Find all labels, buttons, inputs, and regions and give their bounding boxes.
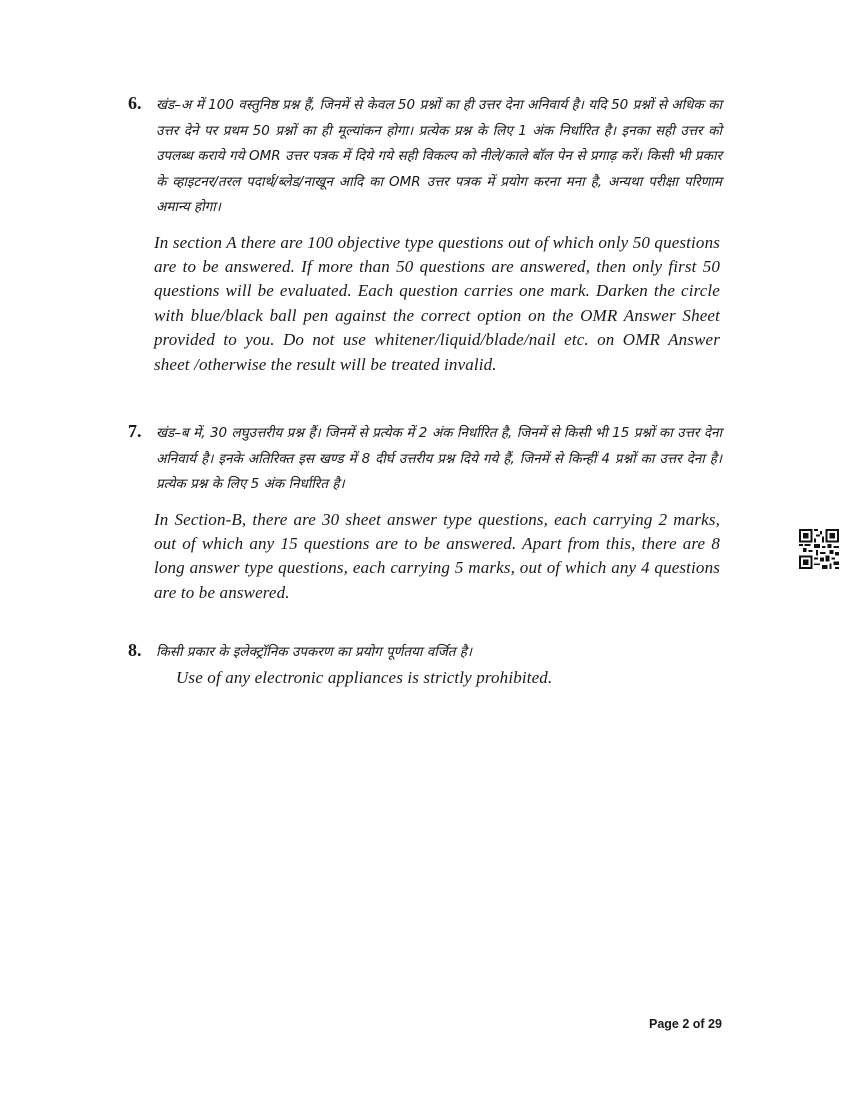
instruction-english-text: Use of any electronic appliances is strictly prohibited.	[176, 667, 553, 687]
qr-code-icon	[799, 529, 839, 569]
instruction-english-text: In section A there are 100 objective type questions out of which only 50 questions are to be answered. If more than 50 questions are answered, then only first 50 questions will be evaluated. Each question carries one mark. Darken the circle with blue/black ball pen against the correct option on the OMR Answer Sheet provided to you. Do not use whitener/liquid/blade/nail etc. on OMR Answer sheet /otherwise the result will be treated invalid.	[154, 232, 720, 374]
page-number: Page 2 of 29	[649, 1017, 722, 1031]
instruction-number: 6.	[128, 93, 142, 113]
instruction-number: 8.	[128, 640, 142, 660]
instruction-8	[128, 640, 728, 690]
instruction-hindi-text: किसी प्रकार के इलेक्ट्रॉनिक उपकरण का प्रयोग पूर्णतया वर्जित है।	[156, 644, 472, 660]
instruction-english-text: In Section-B, there are 30 sheet answer type questions, each carrying 2 marks, out of which any 15 questions are to be answered. Apart from this, there are 8 long answer type questions, each carrying 5 marks, out of which any 4 questions are to be answered.	[154, 509, 720, 602]
instruction-hindi-text: खंड–अ में 100 वस्तुनिष्ठ प्रश्न हैं, जिनमें से केवल 50 प्रश्नों का ही उत्तर देना अनिवार्य है। यदि 50 प्रश्नों से अधिक का उत्तर देने पर प्रथम 50 प्रश्नों का ही मूल्यांकन होगा। प्रत्येक प्रश्न के लिए 1 अंक निर्धारित है। इनका सही उत्तर को उपलब्ध कराये गये OMR उत्तर पत्रक में दिये गये सही विकल्प को नीले/काले बॉल पेन से प्रगाढ़ करें। किसी भी प्रकार के व्हाइटनर/तरल पदार्थ/ब्लेड/नाखून आदि का OMR उत्तर पत्रक में प्रयोग करना मना है, अन्यथा परीक्षा परिणाम अमान्य होगा।	[156, 97, 722, 215]
instruction-7	[128, 421, 728, 605]
instruction-6	[128, 93, 728, 377]
instruction-number: 7.	[128, 421, 142, 441]
instruction-hindi-text: खंड–ब में, 30 लघुउत्तरीय प्रश्न हैं। जिनमें से प्रत्येक में 2 अंक निर्धारित है, जिनमें से किसी भी 15 प्रश्नों का उत्तर देना अनिवार्य है। इनके अतिरिक्त इस खण्ड में 8 दीर्घ उत्तरीय प्रश्न दिये गये हैं, जिनमें से किन्हीं 4 प्रश्नों का उत्तर देना है। प्रत्येक प्रश्न के लिए 5 अंक निर्धारित है।	[156, 425, 722, 492]
